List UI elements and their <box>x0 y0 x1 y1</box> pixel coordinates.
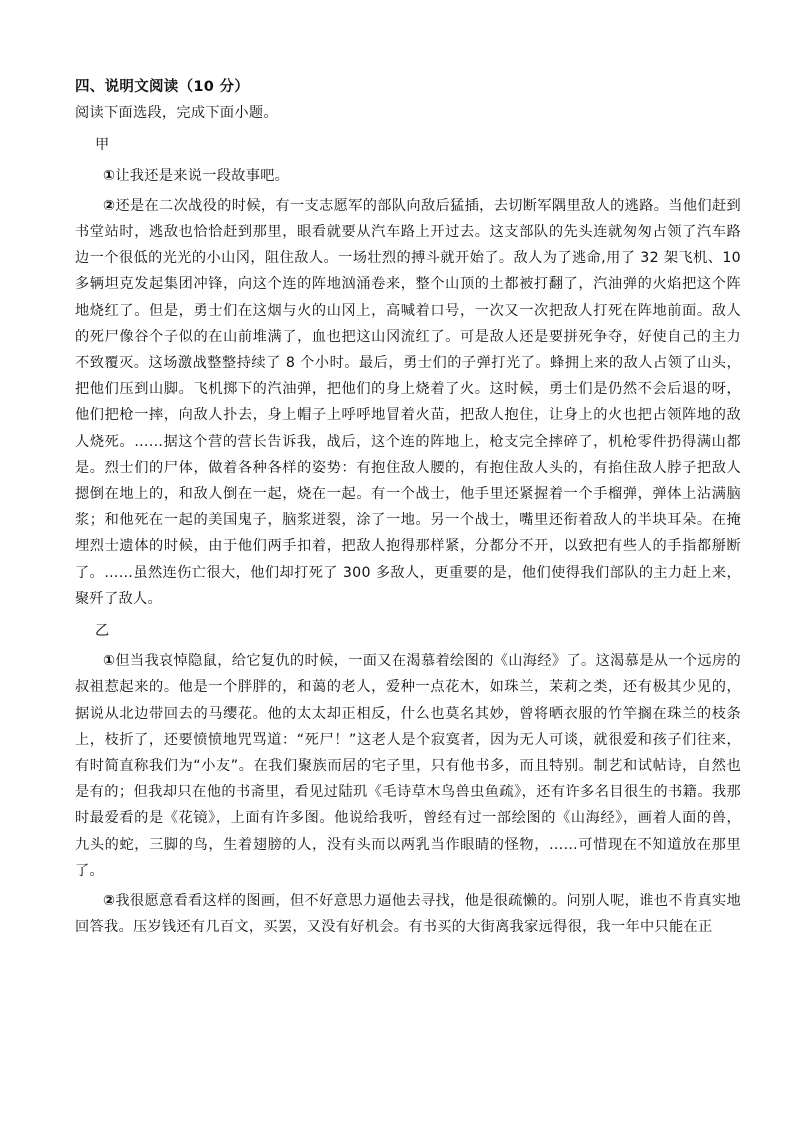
passage-a-paragraph-2 <box>75 193 741 612</box>
section-heading: 四、说明文阅读（10 分） <box>75 79 250 95</box>
paragraph-number: ② <box>103 893 116 910</box>
document-page <box>75 74 741 941</box>
paragraph-number: ① <box>103 167 116 184</box>
paragraph-number: ② <box>103 197 116 214</box>
paragraph-text: 但当我哀悼隐鼠，给它复仇的时候，一面又在渴慕着绘图的《山海经》了。这渴慕是从一个远房的叔祖惹起来的。他是一个胖胖的，和蔼的老人，爱种一点花木，如珠兰，茉莉之类，还有极其少见的，据说从北边带回去的马缨花。他的太太却正相反，什么也莫名其妙，曾将晒衣服的竹竿搁在珠兰的枝条上，枝折了，还要愤愤地咒骂道：“死尸！”这老人是个寂寞者，因为无人可谈，就很爱和孩子们往来，有时简直称我们为“小友”。在我们聚族而居的宅子里，只有他书多，而且特别。制艺和试帖诗，自然也是有的；但我却只在他的书斋里，看见过陆玑《毛诗草木鸟兽虫鱼疏》，还有许多名目很生的书籍。我那时最爱看的是《花镜》，上面有许多图。他说给我听，曾经有过一部绘图的《山海经》，画着人面的兽，九头的蛇，三脚的鸟，生着翅膀的人，没有头而以两乳当作眼睛的怪物，……可惜现在不知道放在那里了。 <box>75 653 741 879</box>
passage-a-paragraph-1 <box>75 163 741 189</box>
passage-b-paragraph-1 <box>75 648 741 884</box>
passage-b-paragraph-2 <box>75 888 741 940</box>
paragraph-number: ① <box>103 653 116 670</box>
passage-a-label: 甲 <box>95 137 110 154</box>
paragraph-text: 我很愿意看看这样的图画，但不好意思力逼他去寻找，他是很疏懒的。问别人呢，谁也不肯真实地回答我。压岁钱还有几百文，买罢，又没有好机会。有书买的大街离我家远得很，我一年中只能在正 <box>75 893 741 936</box>
passage-b-label: 乙 <box>95 623 110 640</box>
section-instruction: 阅读下面选段，完成下面小题。 <box>75 105 278 122</box>
paragraph-text: 还是在二次战役的时候，有一支志愿军的部队向敌后猛插，去切断军隅里敌人的逃路。当他们赶到书堂站时，逃敌也恰恰赶到那里，眼看就要从汽车路上开过去。这支部队的先头连就匆匆占领了汽车路边一个很低的光光的小山冈，阻住敌人。一场壮烈的搏斗就开始了。敌人为了逃命,用了 32 架飞机、10 多辆坦克发起集团冲锋，向这个连的阵地汹涌卷来，整个山顶的土都被打翻了，汽油弹的火焰把这个阵地烧红了。但是，勇士们在这烟与火的山冈上，高喊着口号，一次又一次把敌人打死在阵地前面。敌人的死尸像谷个子似的在山前堆满了，血也把这山冈流红了。可是敌人还是要拼死争夺，好使自己的主力不致覆灭。这场激战整整持续了 8 个小时。最后，勇士们的子弹打光了。蜂拥上来的敌人占领了山头，把他们压到山脚。飞机掷下的汽油弹，把他们的身上烧着了火。这时候，勇士们是仍然不会后退的呀，他们把枪一摔，向敌人扑去，身上帽子上呼呼地冒着火苗，把敌人抱住，让身上的火也把占领阵地的敌人烧死。……据这个营的营长告诉我，战后，这个连的阵地上，枪支完全摔碎了，机枪零件扔得满山都是。烈士们的尸体，做着各种各样的姿势：有抱住敌人腰的，有抱住敌人头的，有掐住敌人脖子把敌人摁倒在地上的，和敌人倒在一起，烧在一起。有一个战士，他手里还紧握着一个手榴弹，弹体上沾满脑浆；和他死在一起的美国鬼子，脑浆迸裂，涂了一地。另一个战士，嘴里还衔着敌人的半块耳朵。在掩埋烈士遗体的时候，由于他们两手扣着，把敌人抱得那样紧，分都分不开，以致把有些人的手指都掰断了。……虽然连伤亡很大，他们却打死了 300 多敌人，更重要的是，他们使得我们部队的主力赶上来，聚歼了敌人。 <box>75 197 741 607</box>
paragraph-text: 让我还是来说一段故事吧。 <box>115 167 290 184</box>
